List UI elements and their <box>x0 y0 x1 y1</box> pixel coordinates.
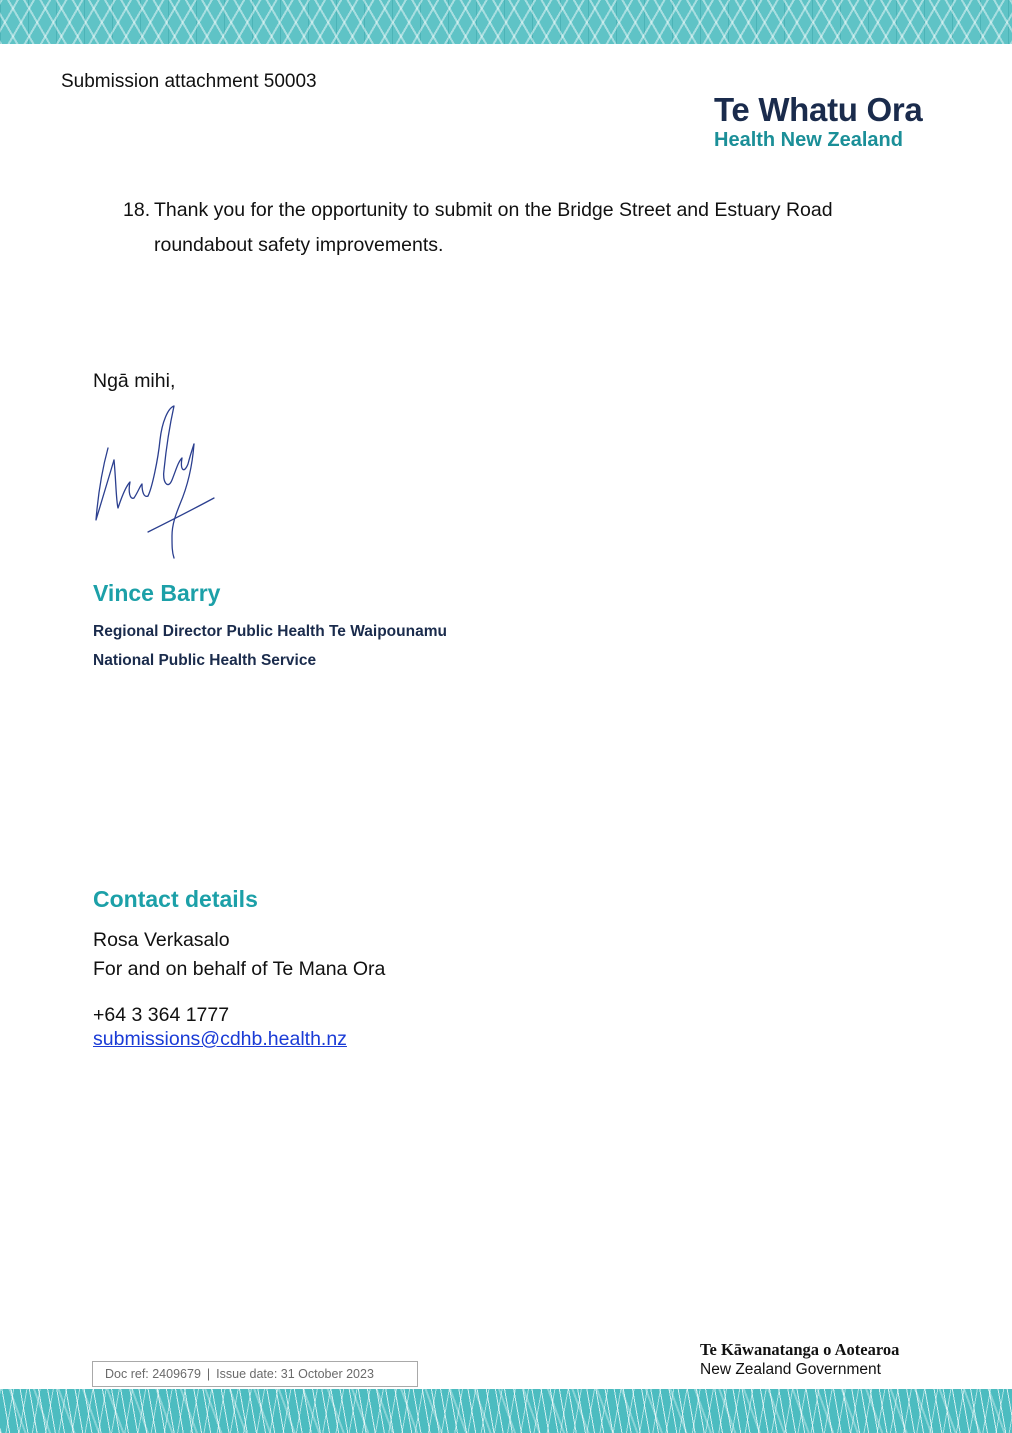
contact-phone: +64 3 364 1777 <box>93 1004 230 1026</box>
paragraph-text: Thank you for the opportunity to submit on the Bridge Street and Estuary Road roundabout safety improvements. <box>154 199 833 256</box>
contact-on-behalf: For and on behalf of Te Mana Ora <box>93 958 386 980</box>
doc-ref-separator: | <box>206 1367 211 1381</box>
signatory-organisation: National Public Health Service <box>93 652 317 669</box>
document-reference-box <box>92 1361 418 1387</box>
submission-label: Submission attachment 50003 <box>61 71 317 92</box>
logo-title: Te Whatu Ora <box>714 91 923 128</box>
government-name-maori: Te Kāwanatanga o Aotearoa <box>700 1340 900 1359</box>
issue-date: Issue date: 31 October 2023 <box>216 1367 374 1381</box>
te-whatu-ora-logo <box>714 92 964 152</box>
paragraph-number: 18. <box>123 199 151 221</box>
government-name-english: New Zealand Government <box>700 1361 881 1378</box>
contact-name: Rosa Verkasalo <box>93 929 230 951</box>
contact-heading: Contact details <box>93 886 258 912</box>
numbered-paragraph <box>123 193 883 263</box>
logo-subtitle: Health New Zealand <box>714 129 903 151</box>
contact-email-link[interactable]: submissions@cdhb.health.nz <box>93 1028 347 1050</box>
handwritten-signature <box>88 400 228 560</box>
footer-pattern-band <box>0 1389 1012 1433</box>
doc-ref: Doc ref: 2409679 <box>105 1367 201 1381</box>
header-pattern-band <box>0 0 1012 44</box>
signatory-name: Vince Barry <box>93 580 221 606</box>
signatory-role: Regional Director Public Health Te Waipounamu <box>93 623 447 640</box>
nz-government-logo <box>700 1340 899 1380</box>
closing-greeting: Ngā mihi, <box>93 370 176 392</box>
